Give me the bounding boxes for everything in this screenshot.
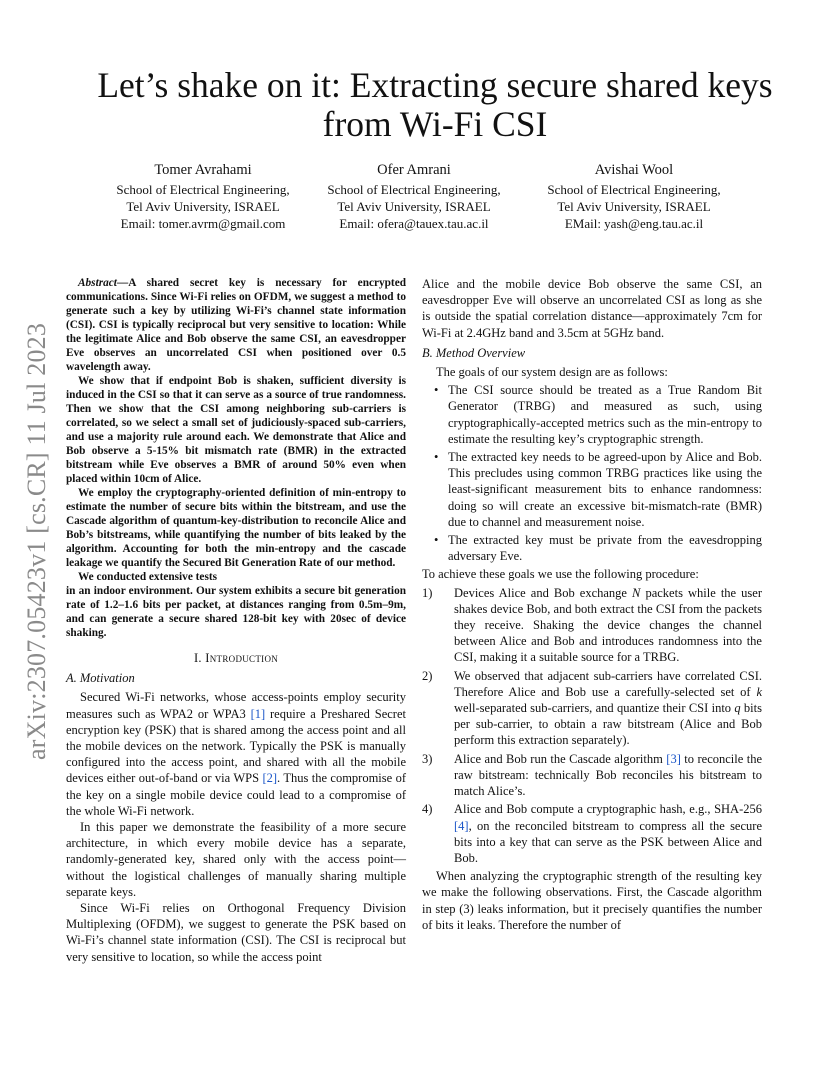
text-run: Alice and Bob run the Cascade algorithm (454, 751, 667, 766)
author-dept: School of Electrical Engineering, (116, 182, 290, 197)
author-dept: School of Electrical Engineering, (327, 182, 501, 197)
list-item (422, 585, 762, 666)
section-heading (66, 650, 406, 666)
text-run: require a Preshared Secret encryption key (PSK) that is shared among the access point and all the mobile devices on the network. Typically the PSK is manually configured into the access point, and shared with all the mobile devices either out-of-band or via WPS (66, 706, 406, 786)
abstract-paragraph: We employ the cryptography-oriented definition of min-entropy to estimate the number of secure bits within the bitstream, and use the Cascade algorithm of quantum-key-distribution to reconcile Alice and Bob’s bitstreams, while quantifying the number of bits leaked by the algorithm. Accounting for both the min-entropy and the cascade leakage we quantify the Secured Bit Generation Rate of our method. (66, 487, 406, 569)
section-title: Introduction (205, 651, 279, 665)
citation-link[interactable]: [4] (454, 818, 469, 833)
abstract-lead: Abstract (78, 277, 117, 289)
step-number: 2) (422, 668, 433, 683)
author-email: Email: ofera@tauex.tau.ac.il (339, 216, 489, 231)
text-run: , on the reconciled bitstream to compress all the secure bits into a key that can serve as the PSK between Alice and Bob. (454, 818, 762, 865)
text-run: packets while the user shakes device Bob, and both extract the CSI from the packets they receive. Shaking the device changes the channel between Alice and Bob and introduces randomness into the CSI, making it a suitable source for a TRBG. (454, 585, 762, 665)
author-dept: School of Electrical Engineering, (547, 182, 721, 197)
abstract-text: —A shared secret key is necessary for encrypted communications. Since Wi-Fi relies on OFDM, we suggest a method to generate such a key by utilizing Wi-Fi’s channel state information (CSI). CSI is typically reciprocal but very sensitive to location: While the legitimate Alice and Bob observe the same CSI, an eavesdropper Eve observes an uncorrelated CSI when positioned over 0.5 wavelength away. (66, 277, 406, 373)
body-paragraph: The goals of our system design are as follows: (436, 365, 668, 380)
body-paragraph: When analyzing the cryptographic strength of the resulting key we make the following observations. First, the Cascade algorithm in step (3) leaks information, but it precisely quantifies the number of bits it leaks. Therefore the number of (422, 869, 762, 932)
author-block-1 (88, 162, 318, 232)
text-run: Alice and Bob compute a cryptographic hash, e.g., SHA-256 (454, 802, 762, 817)
abstract-paragraph: We conducted extensive tests (78, 571, 217, 583)
text-run: We observed that adjacent sub-carriers have correlated CSI. Therefore Alice and Bob use a carefully-selected set of (454, 668, 762, 699)
list-item-text: The extracted key needs to be agreed-upon by Alice and Bob. This precludes using common TRBG practices like using the least-significant measurement bits to enhance randomness: doing so will create an excessive bit-mismatch-rate (BMR) due to channel and measurement noise. (448, 450, 762, 529)
author-name: Tomer Avrahami (154, 162, 252, 178)
body-paragraph: Since Wi-Fi relies on Orthogonal Frequency Division Multiplexing (OFDM), we suggest to generate the PSK based on Wi-Fi’s channel state information (CSI). The CSI is reciprocal but very sensitive to location, so while the access point (66, 901, 406, 964)
paper-title (70, 66, 800, 144)
author-univ: Tel Aviv University, ISRAEL (557, 199, 711, 214)
author-email: Email: tomer.avrm@gmail.com (120, 216, 286, 231)
title-line-2: from Wi-Fi CSI (322, 104, 548, 144)
step-number: 3) (422, 751, 433, 766)
subsection-heading: A. Motivation (66, 671, 135, 686)
list-item-text: The extracted key must be private from the eavesdropping adversary Eve. (448, 533, 762, 564)
abstract-paragraph (66, 276, 406, 374)
step-number: 4) (422, 802, 433, 817)
procedure-list (422, 585, 762, 866)
left-column (66, 276, 406, 965)
right-column (422, 276, 762, 933)
abstract-paragraph: in an indoor environment. Our system exhibits a secure bit generation rate of 1.2–1.6 bits per packet, at distances ranging from 0.5m–9m, and can generate a secure shared 128-bit key with 20sec of device shaking. (66, 585, 406, 639)
list-item (422, 801, 762, 866)
bullet-icon: • (434, 383, 439, 398)
subsection-heading: B. Method Overview (422, 345, 526, 360)
text-run: well-separated sub-carriers, and quantize their CSI into (454, 701, 735, 716)
section-numeral: I. (193, 651, 206, 665)
goals-list (422, 382, 762, 564)
list-item-text: The CSI source should be treated as a True Random Bit Generator (TRBG) and measured as such, using cryptographically-accepted metrics such as the min-entropy to estimate the resulting key’s cryptographic strength. (448, 383, 762, 446)
body-paragraph: In this paper we demonstrate the feasibility of a more secure architecture, in which every mobile device has a separate, randomly-generated key, shared only with the access point—without the logistical challenges of manually sharing multiple separate keys. (66, 820, 406, 899)
text-run: Devices Alice and Bob exchange (454, 585, 633, 600)
text-run: bits per sub-carrier, to obtain a raw bitstream (Alice and Bob perform this extraction separately). (454, 701, 762, 748)
body-paragraph (66, 689, 406, 819)
math-symbol: k (756, 684, 762, 699)
citation-link[interactable]: [3] (666, 751, 681, 766)
body-paragraph: Alice and the mobile device Bob observe the same CSI, an eavesdropper Eve will observe an uncorrelated CSI as long as she is outside the spatial correlation distance—approximately 7cm for Wi-Fi at 2.4GHz band and 3.5cm at 5GHz band. (422, 277, 762, 340)
list-item (422, 449, 762, 530)
list-item (422, 382, 762, 447)
abstract (66, 276, 406, 640)
math-symbol: N (632, 585, 641, 600)
citation-link[interactable]: [2] (262, 771, 278, 786)
author-name: Avishai Wool (594, 162, 674, 178)
bullet-icon: • (434, 533, 439, 548)
author-block-3 (519, 162, 749, 232)
title-line-1: Let’s shake on it: Extracting secure shared keys (97, 65, 773, 105)
arxiv-side-stamp: arXiv:2307.05423v1 [cs.CR] 11 Jul 2023 (22, 322, 51, 760)
bullet-icon: • (434, 450, 439, 465)
text-run: to reconcile the raw bitstream: technically Bob reconciles his bitstream to match Alice’s. (454, 751, 762, 799)
text-run: Secured Wi-Fi networks, whose access-points employ security measures such as WPA2 or WPA3 (66, 690, 406, 721)
step-number: 1) (422, 585, 433, 600)
author-block-2 (299, 162, 529, 232)
body-paragraph: To achieve these goals we use the following procedure: (422, 567, 699, 582)
text-run: . Thus the compromise of the key on a single mobile device could lead to a compromise of the whole Wi-Fi network. (66, 771, 406, 818)
math-symbol: q (734, 701, 741, 716)
list-item (422, 532, 762, 564)
citation-link[interactable]: [1] (250, 706, 266, 721)
author-univ: Tel Aviv University, ISRAEL (126, 199, 280, 214)
author-univ: Tel Aviv University, ISRAEL (337, 199, 491, 214)
author-name: Ofer Amrani (377, 162, 451, 178)
list-item (422, 668, 762, 749)
author-email: EMail: yash@eng.tau.ac.il (564, 216, 704, 231)
list-item (422, 751, 762, 800)
abstract-paragraph: We show that if endpoint Bob is shaken, sufficient diversity is induced in the CSI so that it can serve as a source of true randomness. Then we show that the CSI among neighboring sub-carriers is correlated, so we select a small set of judiciously-spaced sub-carriers, and use a majority rule around each. We demonstrate that Alice and Bob observe a 5-15% bit mismatch rate (BMR) in the extracted bitstream while Eve observes a BMR of around 50% even when placed within 10cm of Alice. (66, 375, 406, 485)
